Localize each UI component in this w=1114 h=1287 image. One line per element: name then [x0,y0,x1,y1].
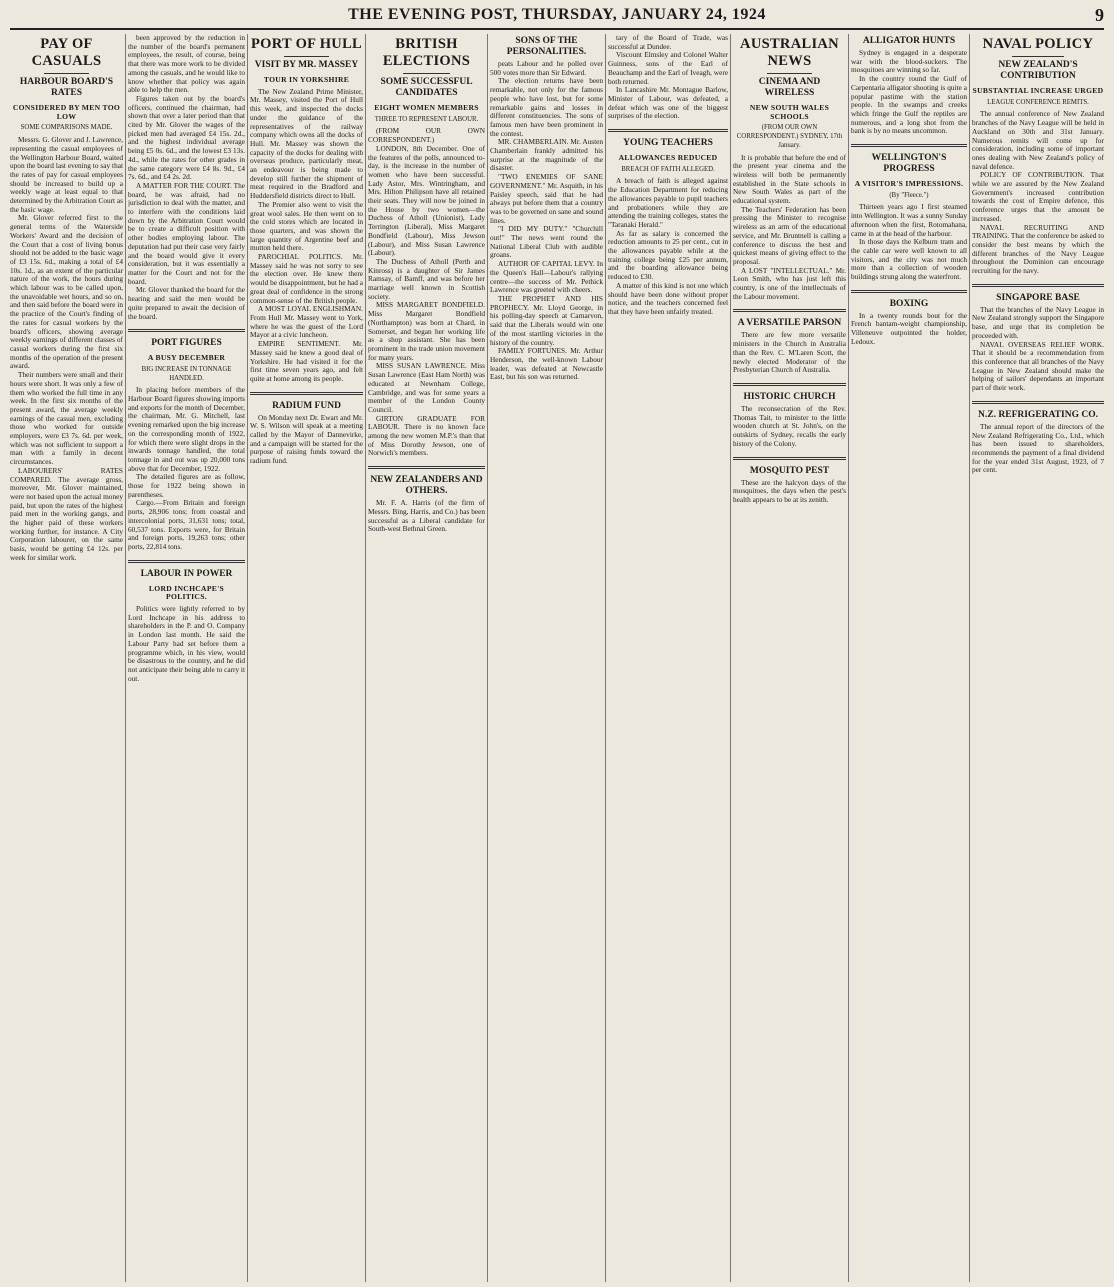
article-paragraph: The annual report of the directors of the New Zealand Refrigerating Co., Ltd., which has been issued to shareholders, recommends the payment of a final dividend for the year ended 31st August, 1923, of 7 per cent. [972,421,1104,475]
article [972,284,1104,393]
article-deck: HARBOUR BOARD'S RATES [19,77,114,98]
article [368,466,485,534]
article-paragraph: The detailed figures are as follow, those for 1922 being shown in parentheses. [128,472,245,499]
article-paragraph: In Lancashire Mr. Montague Barlow, Minister of Labour, was defeated, a defeat which was one of the biggest surprises of the election. [608,85,728,121]
article-byline: BIG INCREASE IN TONNAGE HANDLED. [141,365,232,382]
article [10,36,123,563]
article-subdeck: ALLOWANCES REDUCED [618,153,718,163]
article-subdeck: SUBSTANTIAL INCREASE URGED [972,86,1104,95]
column-rule [848,34,849,1282]
article-paragraph: In a twenty rounds bout for the French bantam-weight championship, Villeneuve outpointed the holder, Ledoux. [851,310,967,346]
article [128,34,245,321]
article [851,36,967,136]
column [733,34,846,1282]
column-rule [487,34,488,1282]
column-rule [605,34,606,1282]
column [10,34,123,1282]
masthead-title: THE EVENING POST, THURSDAY, JANUARY 24, 1924 [348,6,766,23]
article-divider [128,560,245,563]
article-divider [972,284,1104,287]
article [972,401,1104,475]
article-paragraph: NAVAL RECRUITING AND TRAINING. That the conference be asked to consider the best means by which the different branches of the Navy League throughout the Dominion can encourage recruiting for the navy. [972,222,1104,276]
article-divider [972,401,1104,404]
article-paragraph: A MOST LOYAL ENGLISHMAN. From Hull Mr. Massey went to York, where he was the guest of the Lord Mayor at a civic luncheon. [250,304,363,340]
article-subdeck: A BUSY DECEMBER [147,353,226,363]
article-byline: (FROM OUR OWN CORRESPONDENT.) SYDNEY, 17th January. [736,124,843,149]
article-paragraph: In the country round the Gulf of Carpentaria alligator shooting is quite a popular pastime with the station people. In the swamps and creeks which fringe the Gulf the reptiles are numerous, and a long shot from the bank is by no means uncommon. [851,74,967,136]
article-paragraph: The New Zealand Prime Minister, Mr. Massey, visited the Port of Hull this week, and inspected the docks under the guidance of the representatives of the railway company which owns all the docks of Hull. Mr. Massey was shown the capacity of the docks for dealing with overseas produce, particularly meat, an endeavour is being made to develop still further the shipment of meat required in the Bradford and Huddersfield districts direct to Hull. [250,86,363,201]
column [128,34,245,1282]
article-heading: PAY OF CASUALS [31,36,102,69]
article-paragraph: Politics were lightly referred to by Lord Inchcape in his address to shareholders in the P. and O. Company in London last month. He said the Labour Party had set before them a programme which, in his view, would be disastrous to the country, and he did not anticipate their being able to carry it out. [128,604,245,683]
article [128,329,245,551]
heading-rule [767,73,812,74]
article-byline: (By "Fleece.") [889,191,929,199]
article-paragraph: "I DID MY DUTY." "Churchill out!" The news went round the National Liberal Club with audible groans. [490,224,603,260]
article-divider [733,383,846,386]
article-deck: SONS OF THE PERSONALITIES. [506,36,587,57]
masthead [10,4,1104,30]
article-paragraph: Messrs. G. Glover and J. Lawrence, representing the casual employees of the Wellington Harbour Board, waited upon the board last evening to say that the rates of pay for casual employees should be increased to build up a weekly wage at least equal to that determined by the Arbitration Court as the basic wage. [10,135,123,214]
article-paragraph: LONDON, 8th December. One of the features of the polls, announced to-day, is the increase in the number of women who have been successful. Lady Astor, Mrs. Wintringham, and Mrs. Hilton Philipson have all retained their seats. They will now be joined in the House by two women—the Duchess of Atholl (Unionist), Lady Terrington (Liberal), Miss Margaret Bondfield (Labour), Miss Jewson (Labour), and Miss Susan Lawrence (Labour). [368,143,485,258]
article [733,383,846,449]
article-paragraph: A LOST "INTELLECTUAL." Mr. Leon Smith, who has just left this country, is one of the intellectuals of the Labour movement. [733,265,846,301]
article-byline: SOME COMPARISONS MADE. [20,124,113,132]
article-paragraph: Cargo.—From Britain and foreign ports, 28,906 tons; from coastal and intercolonial ports, 31,631 tons; total, 60,537 tons. Exports were, for Britain and foreign ports, 19,263 tons; other ports, 22,814 tons. [128,498,245,551]
article-deck: MOSQUITO PEST [749,465,830,476]
article-paragraph: In placing before members of the Harbour Board figures showing imports and exports for the month of December, the chairman, Mr. G. Mitchell, last evening remarked upon the big increase on the corresponding month of 1922, for which there were slight drops in the inwards tonnage handled, the total tonnage in and out was up 20,000 tons above that for December, 1922. [128,385,245,473]
article-subdeck: LORD INCHCAPE'S POLITICS. [148,583,225,602]
column-rule [247,34,248,1282]
article-paragraph: The Premier also went to visit the great wool sales. He then went on to the cold stores which are located in those quarters, and was shown the large quantity of Argentine beef and mutton held there. [250,199,363,253]
article-paragraph: The election returns have been remarkable, not only for the famous people who have lost, but for some remarkable gains and losses in different constituencies. The sons of famous men have been prominent in the contest. [490,76,603,138]
article-paragraph: been approved by the reduction in the number of the board's permanent employees, the result, of course, being that there was more work to be divided among the casuals, and he would like to know whether that policy was again able to help the men. [128,34,245,95]
article-deck: CINEMA AND WIRELESS [758,77,821,98]
article [733,36,846,301]
article-deck: HISTORIC CHURCH [743,391,836,402]
article-subdeck: NEW SOUTH WALES SCHOOLS [749,103,830,121]
article-paragraph: Mr. Glover referred first to the general terms of the Waterside Workers' Award and the decision of the Court that a cost of living bonus should not be added to the basic wage of £3 15s. 6d., making a total of £4 10s. 1d., as an extent of the particular nature of the work, the hours during which labour was to be called upon, the unavoidable wet hours, and so on, and then said before the board were in the practice of the Court's finding of the rates for casual workers by the board's officers, showing average weekly earnings of different classes of casual workers during the first six months of the operation of the present award. [10,213,123,371]
column [851,34,967,1282]
article-paragraph: EMPIRE SENTIMENT. Mr. Massey said he knew a good deal of Yorkshire. He had visited it for the first time seven years ago, and felt quite at home among its people. [250,339,363,383]
article [368,36,485,458]
article-divider [368,466,485,469]
article-paragraph: The Teachers' Federation has been pressing the Minister to recognise wireless as an arm of the educational service, and Mr. Bruntnell is calling a conference to discuss the best and quickest means of giving effect to the proposal. [733,204,846,266]
article-heading: AUSTRALIAN NEWS [740,36,839,69]
article-paragraph: On Monday next Dr. Ewart and Mr. W. S. Wilson will speak at a meeting called by the Mayor of Dannevirke, and a campaign will be started for the purpose of raising funds toward the radium fund. [250,412,363,466]
article-paragraph: peats Labour and he polled over 500 votes more than Sir Edward. [490,59,603,77]
article-paragraph: AUTHOR OF CAPITAL LEVY. In the Queen's Hall—Labour's rallying centre—the success of Mr. Pethick Lawrence was greeted with cheers. [490,259,603,295]
article-paragraph: Thirteen years ago I first steamed into Wellington. It was a sunny Sunday afternoon when the first, Rotomahana, came in at the head of the harbour. [851,202,967,238]
article [733,309,846,375]
article-paragraph: In those days the Kelburn tram and the cable car were well known to all visitors, and the city was not much more than a collection of wooden buildings strung along the waterfront. [851,237,967,282]
article-paragraph: NAVAL OVERSEAS RELIEF WORK. That it should be a recommendation from this conference that all branches of the Navy League in New Zealand should make the helping of sailors' dependants an important part of their work. [972,339,1104,393]
article-paragraph: MR. CHAMBERLAIN. Mr. Austen Chamberlain frankly admitted his surprise at the magnitude of the disaster. [490,137,603,173]
article-paragraph: These are the halcyon days of the mosquitoes, the days when the pest's health appears to be at its zenith. [733,477,846,504]
article-subdeck: EIGHT WOMEN MEMBERS [374,103,479,112]
article-deck: BOXING [889,298,929,309]
column [608,34,728,1282]
article [250,392,363,466]
article-deck: SOME SUCCESSFUL CANDIDATES [380,77,473,98]
article-paragraph: LABOURERS' RATES COMPARED. The average gross, moreover, Mr. Glover maintained, were not based upon the actual money paid, but upon the rates of the highest paid men in the working gangs, and the higher paid of these workers working further, for instance. A City Corporation labourer, on the same basis, would be getting £4 12s. per week for similar work. [10,465,123,562]
article-deck: SINGAPORE BASE [996,292,1080,303]
article-paragraph: Their numbers were small and their hours were short. It was only a few of them who worked the full time in any week. In the first six months of the present award, the average weekly earnings of the casual men, excluding those who worked for outside employers, were £3 7s. 6d. per week, which was not sufficient to support a man with a family in decent circumstances. [10,370,123,467]
article-byline: THREE TO REPRESENT LABOUR. [374,115,479,123]
article [250,36,363,384]
article-divider [250,392,363,395]
article-paragraph: Mr. F. A. Harris (of the firm of Messrs. Bing, Harris, and Co.) has been successful as a Liberal candidate for South-west Bethnal Green. [368,498,485,534]
column-rule [125,34,126,1282]
article [608,34,728,121]
article [851,290,967,347]
article-paragraph: A matter of this kind is not one which should have been done without proper notice, and the teachers concerned feel that they have been unfairly treated. [608,280,728,316]
column [972,34,1104,1282]
article [608,129,728,317]
article-paragraph: That the branches of the Navy League in New Zealand strongly support the Singapore base, and urge that its completion be proceeded with. [972,304,1104,340]
article-deck: YOUNG TEACHERS [623,138,713,149]
article [128,560,245,684]
article-heading: PORT OF HULL [250,36,363,52]
heading-rule [1012,56,1065,57]
article [733,457,846,505]
article [851,144,967,282]
heading-rule [44,73,89,74]
article-deck: WELLINGTON'S PROGRESS [871,153,947,175]
article-subdeck: CONSIDERED BY MEN TOO LOW [12,103,121,121]
heading-rule [403,73,450,74]
article-paragraph: The annual conference of New Zealand branches of the Navy League will be held in Auckland on 30th and 31st January. Numerous remits will come up for consideration, including some of important ones dealing with New Zealand's policy of naval defence. [972,109,1104,171]
article-paragraph: MISS SUSAN LAWRENCE. Miss Susan Lawrence (East Ham North) was educated at Newnham College, Cambridge, and was for some years a member of the London County Council. [368,361,485,414]
article-deck: VISIT BY MR. MASSEY [254,60,359,70]
article-paragraph: Sydney is engaged in a desperate war with the blood-suckers. The mosquitoes are winning so far. [851,48,967,75]
article-paragraph: The reconsecration of the Rev. Thomas Tait, to minister to the little wooden church at St. John's, on the outskirts of Sydney, recalls the early history of the Colony. [733,403,846,448]
article-divider [128,329,245,332]
article-subdeck: TOUR IN YORKSHIRE [263,75,350,84]
article-paragraph: PAROCHIAL POLITICS. Mr. Massey said he was not sorry to see the election over. He knew there would be disappointment, but he had a great deal of confidence in the strong common-sense of the British people. [250,252,363,305]
article-paragraph: Mr. Glover thanked the board for the hearing and said the men would be quite prepared to await the decision of the board. [128,285,245,321]
article-paragraph: The Duchess of Atholl (Perth and Kinross) is a daughter of Sir James Ramsay, of Bamff, and was before her marriage well known in Scottish society. [368,256,485,301]
article-byline: LEAGUE CONFERENCE REMITS. [987,98,1089,106]
article-paragraph: GIRTON GRADUATE FOR LABOUR. There is no known face among the new women M.P.'s than that of Miss Dorothy Jewson, one of Norwich's members. [368,413,485,458]
article-paragraph: Viscount Elmsley and Colonel Walter Guinness, sons of the Earl of Beauchamp and the Earl of Iveagh, were both returned. [608,50,728,86]
heading-rule [284,56,329,57]
article-paragraph: There are few more versatile ministers in the Church in Australia than the Rev. C. M'Laren Scott, the newly elected Moderator of the Presbyterian Church of Australia. [733,330,846,375]
article-subdeck: A VISITOR'S IMPRESSIONS. [854,179,964,189]
article-deck: N.Z. REFRIGERATING CO. [978,409,1098,420]
column-rule [365,34,366,1282]
article-divider [608,129,728,132]
article-deck: LABOUR IN POWER [140,568,233,579]
article-divider [851,290,967,293]
article-paragraph: "TWO ENEMIES OF SANE GOVERNMENT." Mr. Asquith, in his Paisley speech, said that he had always put before them that a country was to be governed on sane and sound lines. [490,172,603,225]
article-byline: BREACH OF FAITH ALLEGED. [621,165,715,173]
column [368,34,485,1282]
article-paragraph: Figures taken out by the board's officers, continued the chairman, had shown that over a later period than that cited by Mr. Glover the wages of the picked men had averaged £4 15s. 2d., and the highest individual average being £5 0s. 6d., and the lowest £3 13s. 4d., while the rates for other grades in the same category were £4 8s. 9d., £4 7s. 6d., and £4 2s. 2d. [128,93,245,182]
article-divider [733,457,846,460]
article-paragraph: As far as salary is concerned the reduction amounts to 25 per cent., cut in the allowances payable while at the training college being £25 per annum, and the boarding allowance being reduced to £30. [608,228,728,282]
article-deck: NEW ZEALANDERS AND OTHERS. [370,475,483,497]
column-rule [730,34,731,1282]
article-paragraph: POLICY OF CONTRIBUTION. That while we are assured by the New Zealand Government's increased contribution towards the cost of Empire defence, this conference urges that the amount be increased. [972,170,1104,223]
article-divider [733,309,846,312]
article-deck: ALLIGATOR HUNTS [862,36,956,46]
article [972,36,1104,276]
article-paragraph: A MATTER FOR THE COURT. The board, he was afraid, had no jurisdiction to deal with the matter, and to interfere with the conditions laid down by the Arbitration Court would be to create a difficult position with other bodies employing labour. The deputation had put their case very fairly and the board would give it every consideration, but it was essentially a matter for the Court and not for the board. [128,180,245,286]
article-heading: NAVAL POLICY [982,36,1094,52]
article-paragraph: MISS MARGARET BONDFIELD. Miss Margaret Bondfield (Northampton) was born at Chard, in Somerset, and began her working life as a shop assistant. She has been prominent in the trade union movement for many years. [368,300,485,362]
article-deck: PORT FIGURES [151,338,222,349]
article-deck: RADIUM FUND [272,400,341,411]
article-paragraph: A breach of faith is alleged against the Education Department for reducing the allowances payable to pupil teachers and probationers while they are attending the training colleges, states the "Taranaki Herald." [608,176,728,229]
page-number: 9 [1095,5,1104,25]
column-rule [969,34,970,1282]
article [490,36,603,382]
article-paragraph: THE PROPHET AND HIS PROPHECY. Mr. Lloyd George, in his polling-day speech at Carnarvon, said that the Liberals would win one of the most startling victories in the history of the country. [490,293,603,347]
article-deck: A VERSATILE PARSON [737,318,842,329]
article-deck: NEW ZEALAND'S CONTRIBUTION [998,60,1078,81]
article-heading: BRITISH ELECTIONS [382,36,471,69]
article-paragraph: FAMILY FORTUNES. Mr. Arthur Henderson, the well-known Labour leader, was defeated at Newcastle East, but his son was returned. [490,346,603,382]
article-paragraph: (FROM OUR OWN CORRESPONDENT.) [368,126,485,145]
column [250,34,363,1282]
article-paragraph: tary of the Board of Trade, was successful at Dundee. [608,34,728,51]
column [490,34,603,1282]
article-divider [851,144,967,147]
article-paragraph: It is probable that before the end of the present year cinema and the wireless will both be permanently established in the State schools in New South Wales as part of the educational system. [733,152,846,206]
